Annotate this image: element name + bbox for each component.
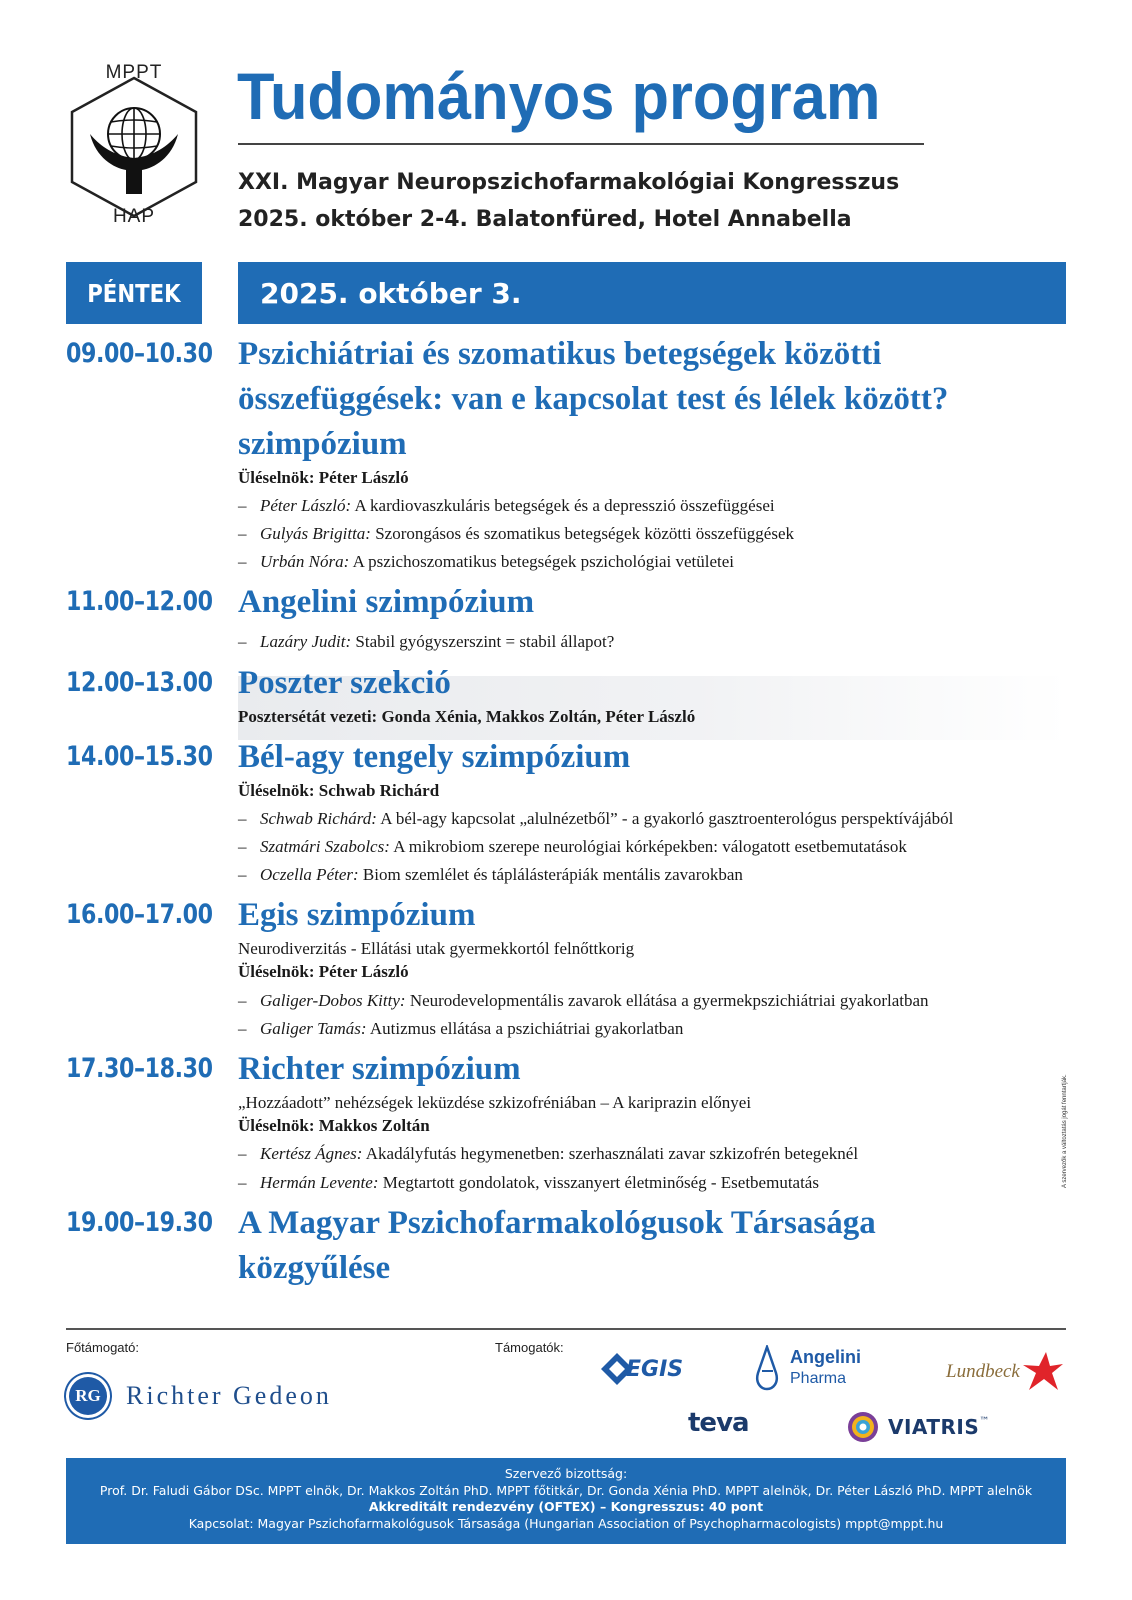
lundbeck-logo (946, 1350, 1064, 1394)
session-title-line: Bél-agy tengely szimpózium (238, 739, 631, 775)
session-chair: Üléselnök: Makkos Zoltán (238, 1116, 430, 1135)
talk-speaker: Oczella Péter: (260, 865, 359, 884)
lundbeck-star-icon (1020, 1350, 1064, 1394)
logo-bottom-text: HAP (112, 206, 156, 227)
session-title-line: Poszter szekció (238, 665, 451, 701)
talk-dash: – (238, 809, 247, 828)
talk-speaker: Lazáry Judit: (260, 632, 352, 651)
session-title-line: összefüggések: van e kapcsolat test és lélek között? (238, 381, 949, 417)
talk-dash: – (238, 865, 247, 884)
talk-title: A bél-agy kapcsolat „alulnézetből” - a gyakorló gasztroenterológus perspektívájából (380, 809, 954, 828)
session-title-line: Richter szimpózium (238, 1051, 521, 1087)
talk-title: Autizmus ellátása a pszichiátriai gyakorlatban (369, 1019, 684, 1038)
congress-subtitle (238, 164, 899, 238)
talk-title: Stabil gyógyszerszint = stabil állapot? (355, 632, 615, 651)
session-title (238, 332, 948, 467)
talk-item (238, 632, 614, 652)
session-description: Neurodiverzitás - Ellátási utak gyermekkortól felnőttkorig (238, 939, 635, 958)
egis-name: EGIS (626, 1356, 684, 1382)
talk-dash: – (238, 632, 247, 651)
session-time: 14.00–15.30 (66, 741, 213, 772)
congress-date-venue: 2025. október 2-4. Balatonfüred, Hotel Annabella (238, 207, 852, 232)
talk-title: Biom szemlélet és táplálásterápiák mentális zavarokban (362, 865, 743, 884)
richter-name: Richter Gedeon (126, 1381, 332, 1410)
angelini-logo (752, 1345, 861, 1391)
logo-emblem-icon (64, 72, 204, 222)
talk-title: A mikrobiom szerepe neurológiai kórképekben: válogatott esetbemutatások (393, 837, 907, 856)
talk-item (238, 865, 743, 885)
footer-contact: Kapcsolat: Magyar Pszichofarmakológusok Társasága (Hungarian Association of Psychopharmacologists) mppt@mppt.hu (188, 1515, 944, 1531)
talk-speaker: Galiger Tamás: (260, 1019, 367, 1038)
footer-accreditation: Akkreditált rendezvény (OFTEX) – Kongresszus: 40 pont (368, 1499, 764, 1514)
talk-item (238, 1144, 858, 1164)
talk-title: Megtartott gondolatok, visszanyert életminőség - Esetbemutatás (382, 1173, 819, 1192)
session-time: 17.30–18.30 (66, 1053, 213, 1084)
date-label: 2025. október 3. (260, 276, 522, 310)
egis-logo (600, 1352, 683, 1386)
poster-walk-leaders: Posztersétát vezeti: Gonda Xénia, Makkos Zoltán, Péter László (238, 707, 696, 726)
logo-top-text: MPPT (105, 62, 163, 83)
talk-dash: – (238, 496, 247, 515)
talk-speaker: Galiger-Dobos Kitty: (260, 991, 406, 1010)
weekday-label: PÉNTEK (87, 278, 181, 308)
session-title-line: A Magyar Pszichofarmakológusok Társasága (238, 1205, 876, 1241)
viatris-trademark: ™ (979, 1416, 990, 1427)
organizing-committee-footer (66, 1458, 1066, 1544)
talk-speaker: Szatmári Szabolcs: (260, 837, 390, 856)
session-title-line: szimpózium (238, 426, 407, 462)
session-time: 19.00–19.30 (66, 1207, 213, 1238)
talk-title: A pszichoszomatikus betegségek pszichológiai vetületei (352, 552, 735, 571)
talk-item (238, 496, 775, 516)
session-title (238, 580, 534, 625)
richter-monogram: RG (66, 1374, 110, 1418)
talk-speaker: Gulyás Brigitta: (260, 524, 371, 543)
session-title (238, 1047, 521, 1092)
session-title (238, 893, 475, 938)
session-title (238, 735, 630, 780)
lundbeck-name: Lundbeck (946, 1361, 1020, 1382)
talk-title: A kardiovaszkuláris betegségek és a depresszió összefüggései (354, 496, 775, 515)
side-disclaimer: A szervezők a változtatás jogát fenntartják. (1062, 1074, 1068, 1188)
talk-speaker: Hermán Levente: (260, 1173, 379, 1192)
talk-item (238, 991, 929, 1011)
talk-dash: – (238, 552, 247, 571)
richter-gedeon-logo (66, 1374, 332, 1418)
talk-title: Akadályfutás hegymenetben: szerhasználati zavar szkizofrén betegeknél (365, 1144, 859, 1163)
date-banner (238, 262, 1066, 324)
page-title: Tudományos program (237, 59, 881, 133)
angelini-sub: Pharma (790, 1370, 847, 1387)
viatris-swirl-icon (846, 1410, 880, 1444)
supporters-label: Támogatók: (495, 1340, 564, 1355)
main-sponsor-label: Főtámogató: (66, 1340, 139, 1355)
talk-item (238, 809, 953, 829)
session-time: 11.00–12.00 (66, 586, 213, 617)
talk-title: Szorongásos és szomatikus betegségek közötti összefüggések (375, 524, 794, 543)
congress-name: XXI. Magyar Neuropszichofarmakológiai Kongresszus (238, 170, 900, 195)
session-time: 16.00–17.00 (66, 899, 213, 930)
talk-item (238, 1173, 819, 1193)
talk-item (238, 1019, 683, 1039)
teva-logo: teva (688, 1408, 749, 1438)
session-title (238, 661, 451, 706)
angelini-name: Angelini (790, 1347, 861, 1367)
footer-committee-members: Prof. Dr. Faludi Gábor DSc. MPPT elnök, Dr. Makkos Zoltán PhD. MPPT főtitkár, Dr. Gonda Xénia PhD. MPPT alelnök, Dr. Péter László PhD. MPPT alelnök (99, 1482, 1033, 1498)
mppt-logo (64, 62, 204, 232)
talk-speaker: Péter László: (260, 496, 352, 515)
session-title-line: Pszichiátriai és szomatikus betegségek közötti (238, 336, 882, 372)
session-chair: Üléselnök: Péter László (238, 468, 409, 487)
talk-speaker: Kertész Ágnes: (260, 1144, 363, 1163)
session-time: 09.00–10.30 (66, 338, 213, 369)
session-title-line: Angelini szimpózium (238, 584, 535, 620)
talk-dash: – (238, 1019, 247, 1038)
session-description: „Hozzáadott” nehézségek leküzdése szkizofréniában – A kariprazin előnyei (238, 1093, 752, 1112)
session-chair: Üléselnök: Schwab Richárd (238, 781, 440, 800)
talk-dash: – (238, 837, 247, 856)
session-chair: Üléselnök: Péter László (238, 962, 409, 981)
session-time: 12.00–13.00 (66, 667, 213, 698)
weekday-badge (66, 262, 202, 324)
viatris-name: VIATRIS (888, 1415, 980, 1439)
session-title-line: közgyűlése (238, 1250, 391, 1286)
talk-item (238, 837, 907, 857)
talk-speaker: Schwab Richárd: (260, 809, 377, 828)
talk-item (238, 552, 734, 572)
talk-title: Neurodevelopmentális zavarok ellátása a gyermekpszichiátriai gyakorlatban (409, 991, 929, 1010)
talk-dash: – (238, 1144, 247, 1163)
talk-dash: – (238, 991, 247, 1010)
viatris-logo (846, 1410, 989, 1444)
angelini-drop-icon (752, 1345, 782, 1391)
talk-speaker: Urbán Nóra: (260, 552, 350, 571)
title-divider (238, 143, 924, 145)
talk-dash: – (238, 1173, 247, 1192)
talk-dash: – (238, 524, 247, 543)
footer-committee-heading: Szervező bizottság: (504, 1466, 628, 1481)
session-title (238, 1201, 876, 1291)
session-title-line: Egis szimpózium (238, 897, 476, 933)
sponsor-divider (66, 1328, 1066, 1330)
talk-item (238, 524, 794, 544)
